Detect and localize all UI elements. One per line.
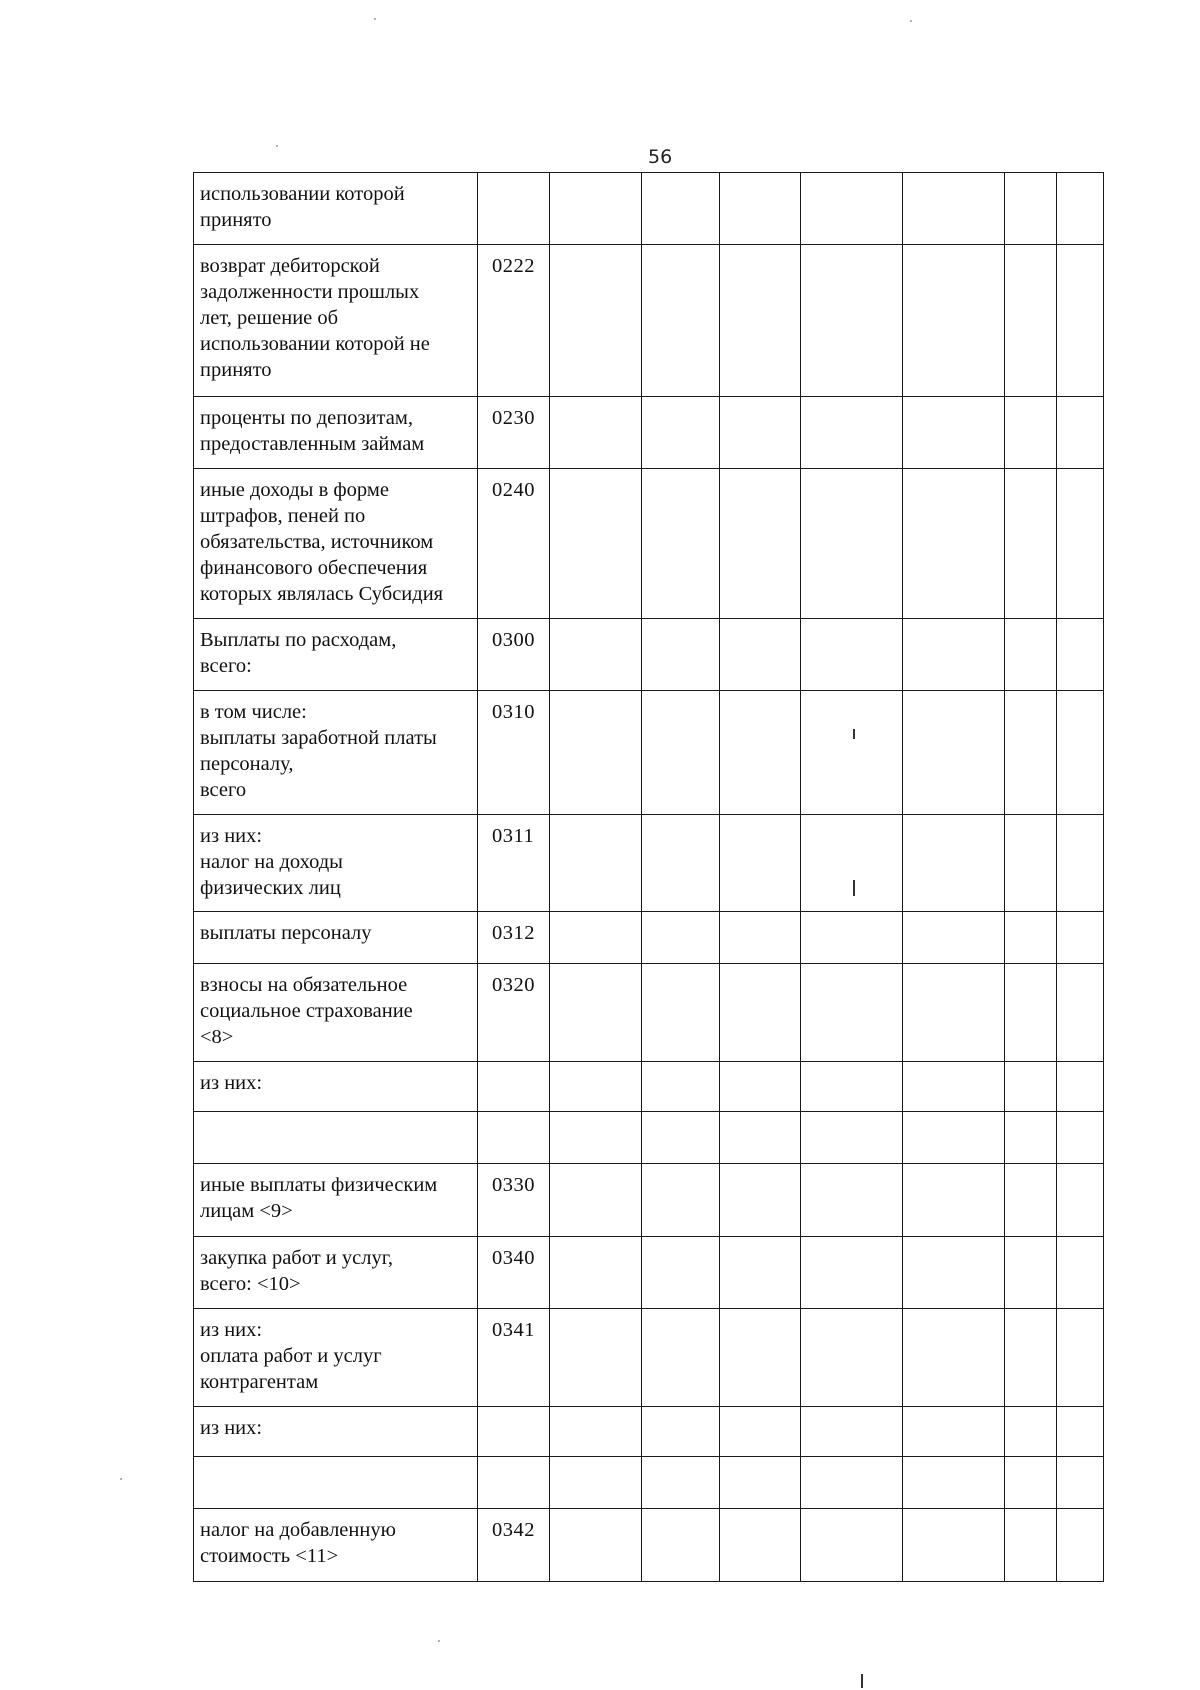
value-cell: [720, 1407, 801, 1457]
row-label: Выплаты по расходам, всего:: [194, 619, 478, 691]
value-cell: [720, 397, 801, 469]
value-cell: [720, 691, 801, 815]
value-cell: [1005, 173, 1057, 245]
value-cell: [1005, 469, 1057, 619]
row-label: использовании которой принято: [194, 173, 478, 245]
value-cell: [1005, 1164, 1057, 1237]
value-cell: [720, 1062, 801, 1112]
value-cell: [1057, 1112, 1104, 1164]
value-cell: [1005, 1407, 1057, 1457]
value-cell: [903, 1309, 1005, 1407]
value-cell: [801, 1309, 903, 1407]
table-row: [194, 964, 1104, 1062]
value-cell: [903, 619, 1005, 691]
value-cell: [903, 469, 1005, 619]
value-cell: [903, 815, 1005, 912]
scan-speck: [910, 20, 912, 22]
value-cell: [550, 1164, 642, 1237]
value-cell: [903, 1237, 1005, 1309]
value-cell: [903, 912, 1005, 964]
value-cell: [903, 1407, 1005, 1457]
value-cell: [801, 469, 903, 619]
value-cell: [1057, 1509, 1104, 1582]
value-cell: [1057, 1164, 1104, 1237]
value-cell: [550, 1457, 642, 1509]
value-cell: [550, 1112, 642, 1164]
value-cell: [903, 1112, 1005, 1164]
value-cell: [1057, 469, 1104, 619]
row-label: налог на добавленную стоимость <11>: [194, 1509, 478, 1582]
value-cell: [642, 1309, 720, 1407]
value-cell: [903, 245, 1005, 397]
value-cell: [642, 815, 720, 912]
value-cell: [1057, 619, 1104, 691]
table-row: [194, 815, 1104, 912]
value-cell: [720, 964, 801, 1062]
value-cell: [550, 397, 642, 469]
value-cell: [642, 1457, 720, 1509]
table-row: [194, 469, 1104, 619]
value-cell: [550, 1407, 642, 1457]
row-label: из них: оплата работ и услуг контрагентам: [194, 1309, 478, 1407]
row-label: иные доходы в форме штрафов, пеней по обязательства, источником финансового обеспечения которых являлась Субсидия: [194, 469, 478, 619]
value-cell: [1005, 1237, 1057, 1309]
value-cell: [801, 173, 903, 245]
value-cell: [801, 1509, 903, 1582]
row-label: взносы на обязательное социальное страхование <8>: [194, 964, 478, 1062]
value-cell: [642, 1509, 720, 1582]
table-row: [194, 1237, 1104, 1309]
value-cell: [550, 912, 642, 964]
table-row: [194, 1509, 1104, 1582]
value-cell: [642, 469, 720, 619]
row-code: 0342: [478, 1509, 550, 1582]
value-cell: [1005, 397, 1057, 469]
value-cell: [1057, 1237, 1104, 1309]
row-code: 0340: [478, 1237, 550, 1309]
value-cell: [642, 397, 720, 469]
scan-speck: [438, 1640, 440, 1642]
row-code: 0311: [478, 815, 550, 912]
row-code: 0240: [478, 469, 550, 619]
value-cell: [720, 619, 801, 691]
value-cell: [642, 173, 720, 245]
value-cell: [1057, 691, 1104, 815]
row-label: из них:: [194, 1407, 478, 1457]
value-cell: [550, 1509, 642, 1582]
value-cell: [801, 1457, 903, 1509]
table-row: [194, 173, 1104, 245]
table-row: [194, 1062, 1104, 1112]
value-cell: [1057, 1407, 1104, 1457]
value-cell: [642, 691, 720, 815]
row-label: в том числе: выплаты заработной платы персоналу, всего: [194, 691, 478, 815]
value-cell: [1057, 245, 1104, 397]
row-code: [478, 1457, 550, 1509]
row-code: 0330: [478, 1164, 550, 1237]
value-cell: [720, 815, 801, 912]
value-cell: [550, 691, 642, 815]
value-cell: [1057, 815, 1104, 912]
value-cell: [1005, 964, 1057, 1062]
row-label: иные выплаты физическим лицам <9>: [194, 1164, 478, 1237]
value-cell: [642, 1237, 720, 1309]
value-cell: [642, 1112, 720, 1164]
scan-mark: [853, 880, 855, 896]
scan-mark: [853, 729, 855, 739]
value-cell: [720, 173, 801, 245]
value-cell: [720, 1457, 801, 1509]
value-cell: [1005, 1509, 1057, 1582]
value-cell: [1005, 619, 1057, 691]
value-cell: [903, 1509, 1005, 1582]
table-row: [194, 245, 1104, 397]
value-cell: [801, 964, 903, 1062]
value-cell: [903, 691, 1005, 815]
row-label: выплаты персоналу: [194, 912, 478, 964]
value-cell: [801, 245, 903, 397]
page-number: 56: [648, 146, 673, 168]
scan-mark: [861, 1674, 863, 1688]
table-row: [194, 397, 1104, 469]
row-code: 0341: [478, 1309, 550, 1407]
value-cell: [720, 1164, 801, 1237]
value-cell: [1005, 1309, 1057, 1407]
value-cell: [1057, 1457, 1104, 1509]
table-row: [194, 691, 1104, 815]
table-row: [194, 1112, 1104, 1164]
value-cell: [801, 815, 903, 912]
value-cell: [642, 1062, 720, 1112]
row-code: 0320: [478, 964, 550, 1062]
value-cell: [1005, 1062, 1057, 1112]
table-row: [194, 1407, 1104, 1457]
value-cell: [801, 691, 903, 815]
value-cell: [903, 173, 1005, 245]
row-label: закупка работ и услуг, всего: <10>: [194, 1237, 478, 1309]
row-code: 0300: [478, 619, 550, 691]
value-cell: [642, 619, 720, 691]
value-cell: [801, 397, 903, 469]
row-code: 0222: [478, 245, 550, 397]
value-cell: [1005, 815, 1057, 912]
value-cell: [550, 469, 642, 619]
value-cell: [720, 1309, 801, 1407]
value-cell: [1005, 245, 1057, 397]
row-label: из них: налог на доходы физических лиц: [194, 815, 478, 912]
value-cell: [1005, 691, 1057, 815]
value-cell: [550, 1062, 642, 1112]
scan-speck: [120, 1478, 122, 1480]
value-cell: [903, 1457, 1005, 1509]
table-row: [194, 1457, 1104, 1509]
value-cell: [720, 912, 801, 964]
value-cell: [720, 1112, 801, 1164]
value-cell: [642, 912, 720, 964]
scan-speck: [276, 145, 278, 147]
value-cell: [642, 1164, 720, 1237]
value-cell: [1057, 912, 1104, 964]
value-cell: [642, 245, 720, 397]
table-row: [194, 619, 1104, 691]
row-code: [478, 1407, 550, 1457]
row-code: [478, 173, 550, 245]
row-label: [194, 1112, 478, 1164]
table-row: [194, 912, 1104, 964]
value-cell: [550, 245, 642, 397]
value-cell: [801, 619, 903, 691]
row-label: из них:: [194, 1062, 478, 1112]
row-code: [478, 1112, 550, 1164]
value-cell: [1005, 912, 1057, 964]
value-cell: [642, 964, 720, 1062]
value-cell: [801, 912, 903, 964]
value-cell: [720, 1237, 801, 1309]
value-cell: [550, 173, 642, 245]
value-cell: [903, 1164, 1005, 1237]
row-code: 0230: [478, 397, 550, 469]
value-cell: [720, 469, 801, 619]
value-cell: [1005, 1112, 1057, 1164]
row-label: возврат дебиторской задолженности прошлых лет, решение об использовании которой не принято: [194, 245, 478, 397]
report-table: [193, 172, 1104, 1582]
table-row: [194, 1164, 1104, 1237]
value-cell: [1057, 173, 1104, 245]
value-cell: [801, 1407, 903, 1457]
value-cell: [1057, 1309, 1104, 1407]
row-label: [194, 1457, 478, 1509]
value-cell: [550, 815, 642, 912]
value-cell: [801, 1237, 903, 1309]
row-code: 0310: [478, 691, 550, 815]
value-cell: [1057, 964, 1104, 1062]
row-code: [478, 1062, 550, 1112]
value-cell: [550, 964, 642, 1062]
value-cell: [642, 1407, 720, 1457]
value-cell: [550, 619, 642, 691]
scan-speck: [374, 18, 376, 20]
value-cell: [1057, 397, 1104, 469]
row-code: 0312: [478, 912, 550, 964]
row-label: проценты по депозитам, предоставленным займам: [194, 397, 478, 469]
value-cell: [550, 1309, 642, 1407]
value-cell: [903, 397, 1005, 469]
value-cell: [903, 1062, 1005, 1112]
value-cell: [1057, 1062, 1104, 1112]
value-cell: [801, 1164, 903, 1237]
value-cell: [720, 1509, 801, 1582]
value-cell: [1005, 1457, 1057, 1509]
value-cell: [720, 245, 801, 397]
value-cell: [903, 964, 1005, 1062]
value-cell: [550, 1237, 642, 1309]
value-cell: [801, 1112, 903, 1164]
table-row: [194, 1309, 1104, 1407]
value-cell: [801, 1062, 903, 1112]
